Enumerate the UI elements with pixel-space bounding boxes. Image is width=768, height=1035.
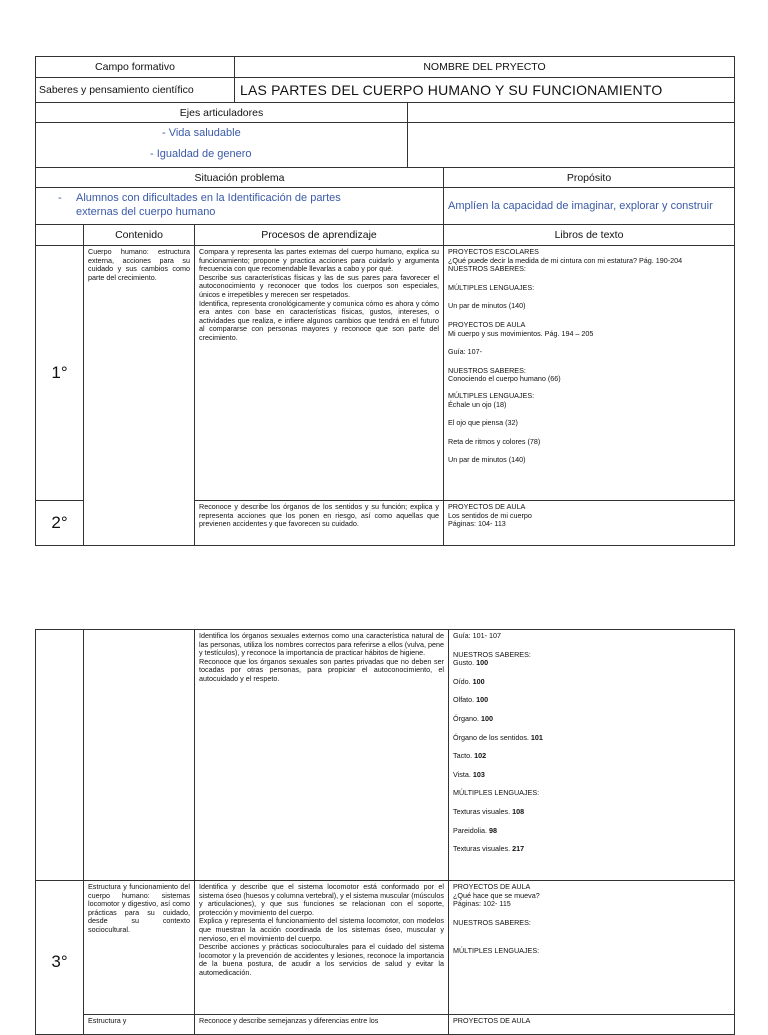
- libro-line: Mi cuerpo y sus movimientos. Pág. 194 – 205: [448, 328, 594, 338]
- libro-line: NUESTROS SABERES:: [453, 649, 531, 659]
- libros-p2: [449, 630, 735, 881]
- contenido-header: Contenido: [84, 225, 195, 246]
- procesos-header: Procesos de aprendizaje: [195, 225, 444, 246]
- libro-line: NUESTROS SABERES:: [448, 264, 526, 274]
- libro-line: Órgano de los sentidos. 101: [453, 732, 543, 742]
- libro-line: Guía: 101- 107: [453, 631, 501, 640]
- libro-line: Páginas: 104- 113: [448, 519, 506, 529]
- ejes-empty-cell: [408, 103, 735, 123]
- libro-line: MÚLTIPLES LENGUAJES:: [448, 282, 535, 292]
- libros-g3-next: PROYECTOS DE AULA: [449, 1015, 735, 1035]
- contenido-g1: Cuerpo humano: estructura externa, acciones para su cuidado y sus cambios como parte del crecimiento.: [84, 246, 195, 546]
- situacion-text-cell: [36, 188, 444, 225]
- libro-line: MÚLTIPLES LENGUAJES:: [453, 946, 540, 956]
- procesos-g3: Identifica y describe que el sistema locomotor está conformado por el sistema óseo (huesos y columna vertebral), y el sistema muscular (músculos y articulaciones), y que sus funciones se relacionan con el soporte, protección y movimiento del cuerpo. Explica y representa el funcionamiento del sistema locomotor, con modelos que muestran la acción coordinada de los sistemas óseo, muscular y nervioso, en el movimiento del cuerpo. Describe acciones y prácticas socioculturales para el cuidado del sistema locomotor y la prevención de accidentes y lesiones, reconoce la importancia de la buena postura, de acudir a los servicios de salud y evitar la automedicación.: [195, 881, 449, 1015]
- ejes-empty-cell-2: [408, 123, 735, 168]
- libro-line: Conociendo el cuerpo humano (66): [448, 374, 561, 384]
- libros-g1: [444, 246, 735, 501]
- grade-3-label: 3°: [36, 881, 84, 1035]
- libro-line: ¿Qué hace que se mueva?: [453, 890, 540, 900]
- contenido-g3: Estructura y funcionamiento del cuerpo humano: sistemas locomotor y digestivo, así como prácticas para su cuidado, desde su contexto sociocultural.: [84, 881, 195, 1015]
- procesos-p2: Identifica los órganos sexuales externos como una característica natural de las personas, utiliza los nombres correctos para referirse a ellos (vulva, pene y testículos), y reconoce la importancia de practicar hábitos de higiene. Reconoce que los órganos sexuales son partes privadas que no deben ser tocadas por otras personas, para propiciar el autoconocimiento, el autocuidado y el respeto.: [195, 630, 449, 881]
- eje-item: - Igualdad de genero: [150, 148, 252, 160]
- grade-cell-empty: [36, 630, 84, 881]
- libro-line: Gusto. 100: [453, 658, 489, 668]
- grade-col-header: [36, 225, 84, 246]
- libro-line: Un par de minutos (140): [448, 455, 526, 465]
- contenido-empty: [84, 630, 195, 881]
- libro-line: Los sentidos de mi cuerpo: [448, 510, 532, 520]
- campo-formativo-label: Campo formativo: [36, 57, 235, 78]
- libro-line: NUESTROS SABERES:: [453, 917, 531, 927]
- libro-line: El ojo que piensa (32): [448, 418, 518, 428]
- proposito-label: Propósito: [444, 168, 735, 188]
- libro-line: ¿Qué puede decir la medida de mi cintura con mi estatura? Pág. 190-204: [448, 255, 683, 265]
- libro-line: Órgano. 100: [453, 713, 493, 723]
- libro-line: Un par de minutos (140): [448, 301, 526, 311]
- eje-item: - Vida saludable: [162, 127, 241, 139]
- libro-line: MÚLTIPLES LENGUAJES:: [448, 390, 535, 400]
- situacion-bullet: -: [58, 192, 62, 204]
- libro-line: Páginas: 102- 115: [453, 899, 511, 909]
- situacion-label: Situación problema: [36, 168, 444, 188]
- libro-line: Texturas visuales. 217: [453, 844, 525, 854]
- situacion-text: Alumnos con dificultades en la Identificación de partes externas del cuerpo humano: [76, 192, 341, 218]
- ejes-list: [36, 123, 408, 168]
- libro-line: PROYECTOS DE AULA: [453, 882, 531, 891]
- planning-table-top: [35, 56, 735, 546]
- libro-line: Tacto. 102: [453, 751, 487, 761]
- procesos-g3-next: Reconoce y describe semejanzas y diferencias entre los: [195, 1015, 449, 1035]
- procesos-g1: Compara y representa las partes externas del cuerpo humano, explica su funcionamiento; propone y practica acciones para cuidarlo y argumenta frecuencia con que recomendable llevarlas a cabo y por qué. Describe sus características físicas y las de sus pares para favorecer el autoconocimiento y reconocer que todos los cuerpos son especiales, únicos e irrepetibles y merecen ser respetados. Identifica, representa cronológicamente y comunica cómo es ahora y cómo era antes con base en características físicas, gustos, intereses, o actividades que realiza, e infiere algunos cambios que tendrá en el futuro al compararse con personas mayores y reconoce que son parte del crecimiento.: [195, 246, 444, 501]
- libro-line: Pareidolia. 98: [453, 825, 497, 835]
- libro-line: Échale un ojo (18): [448, 399, 507, 409]
- project-title: LAS PARTES DEL CUERPO HUMANO Y SU FUNCIONAMIENTO: [235, 78, 735, 103]
- libro-line: Oído. 100: [453, 676, 485, 686]
- libro-line: Reta de ritmos y colores (78): [448, 436, 541, 446]
- libros-g3: [449, 881, 735, 1015]
- libro-line: PROYECTOS DE AULA: [448, 502, 526, 511]
- contenido-g3-next: Estructura y: [84, 1015, 195, 1035]
- grade-1-label: 1°: [36, 246, 84, 501]
- libros-header: Libros de texto: [444, 225, 735, 246]
- planning-table-bottom: [35, 629, 735, 1035]
- proposito-text: Amplíen la capacidad de imaginar, explorar y construir: [444, 188, 735, 225]
- libro-line: MÚLTIPLES LENGUAJES:: [453, 788, 540, 798]
- libro-line: Olfato. 100: [453, 695, 489, 705]
- libros-g2: [444, 501, 735, 546]
- libro-line: PROYECTOS DE AULA: [448, 319, 526, 329]
- libro-line: Texturas visuales. 108: [453, 806, 525, 816]
- grade-2-label: 2°: [36, 501, 84, 546]
- procesos-g2: Reconoce y describe los órganos de los sentidos y su función; explica y representa acciones que los ponen en riesgo, así como aquellas que previenen accidentes y que favorecen su cuidado.: [195, 501, 444, 546]
- libro-line: Guía: 107-: [448, 347, 482, 357]
- ejes-label: Ejes articuladores: [36, 103, 408, 123]
- libro-line: NUESTROS SABERES:: [448, 365, 526, 375]
- libro-line: Vista. 103: [453, 769, 485, 779]
- nombre-proyecto-label: NOMBRE DEL PRYECTO: [235, 57, 735, 78]
- libro-line: PROYECTOS ESCOLARES: [448, 247, 539, 256]
- campo-formativo-value: Saberes y pensamiento científico: [36, 78, 235, 103]
